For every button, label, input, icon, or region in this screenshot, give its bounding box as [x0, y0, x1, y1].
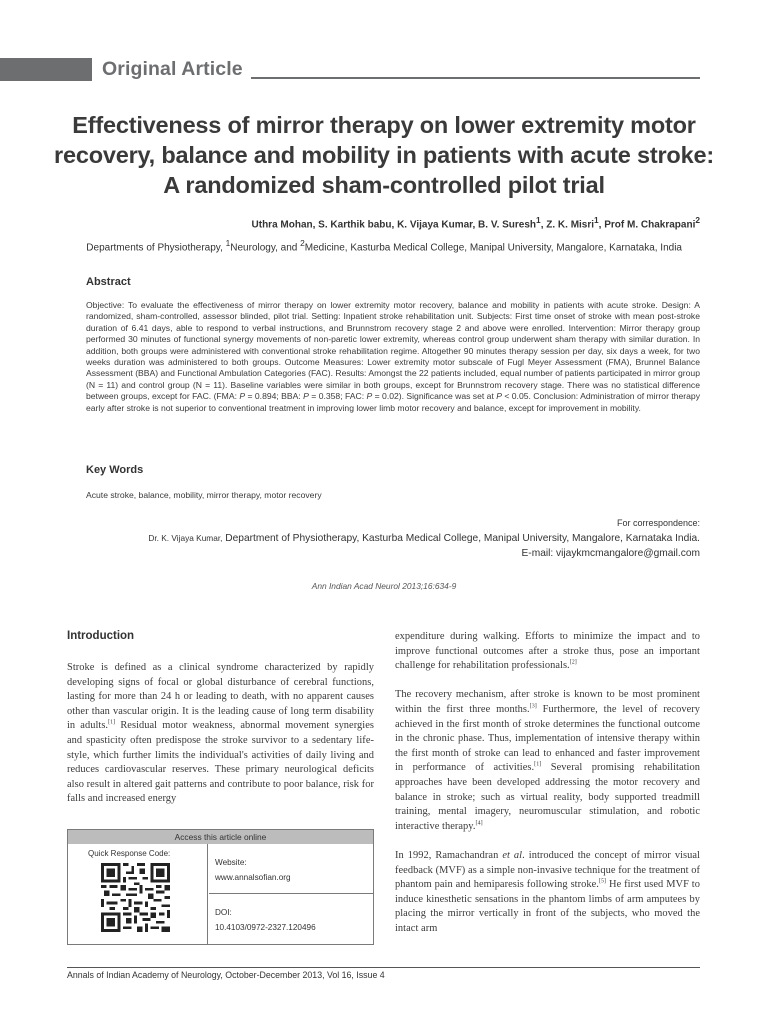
- qr-label: Quick Response Code:: [88, 849, 171, 858]
- affiliations: [42, 236, 682, 255]
- intro-p4-etal: et al: [502, 849, 523, 861]
- journal-footer: Annals of Indian Academy of Neurology, October-December 2013, Vol 16, Issue 4: [67, 970, 385, 980]
- intro-p1-text-a: Stroke is defined as a clinical syndrome characterized by rapidly developing signs of focal or global disturbance of cerebral functions, lasting for more than 24 h or leading to death, with no apparent causes other than vascular origin. It is the leading cause of long term disability in adults.: [67, 662, 374, 732]
- intro-p3-text-a: The recovery mechanism, after stroke is known to be most prominent within the first three months.: [395, 689, 700, 715]
- keywords-heading: Key Words: [86, 464, 144, 476]
- affil-sup-2: 2: [300, 238, 305, 248]
- ref-4[interactable]: [4]: [475, 820, 483, 827]
- correspondence-body: [60, 531, 700, 546]
- authors-sup-3: 2: [695, 215, 700, 225]
- abstract-text-4: = 0.02). Significance was set at: [372, 391, 497, 402]
- abstract-text-5: < 0.05. Conclusion: Administration of mirror therapy early after stroke is not superior to conventional treatment in improving lower limb motor recovery and balance, except for improvement in mobility.: [86, 391, 700, 413]
- intro-p2-text: expenditure during walking. Efforts to minimize the impact and to improve functional outcomes after a stroke thus, pose an important challenge for rehabilitation professionals.: [395, 631, 700, 672]
- authors-text-1: Uthra Mohan, S. Karthik babu, K. Vijaya Kumar, B. V. Suresh: [251, 219, 537, 231]
- header-rule: [251, 77, 700, 79]
- abstract-p-1: P: [239, 391, 246, 402]
- author-list: [40, 213, 700, 232]
- doi-label: DOI:: [215, 908, 232, 917]
- access-header: Access this article online: [68, 830, 373, 844]
- left-column: [67, 661, 374, 822]
- intro-p4-text-b: . introduced the concept of mirror visual feedback (MVF) as a simple non-invasive technique for the treatment of phantom pain and hemiparesis following stroke.: [395, 849, 700, 891]
- correspondence-email[interactable]: E-mail: vijaykmcmangalore@gmail.com: [521, 548, 700, 559]
- section-label: Original Article: [102, 58, 243, 80]
- correspondence-label: For correspondence:: [616, 518, 700, 528]
- right-column: [395, 630, 700, 951]
- footer-rule: [67, 967, 700, 968]
- intro-p4-text-a: In 1992, Ramachandran: [395, 849, 503, 861]
- qr-cell: [68, 844, 208, 945]
- intro-p4-text-c: He first used MVF to induce kinesthetic sensations in the phantom limbs of arm amputees by placing the mirror vertically in front of the subjects, who moved the intact arm: [395, 879, 700, 934]
- abstract-p-4: P: [496, 391, 502, 402]
- ref-1b[interactable]: [1]: [534, 761, 542, 768]
- correspondence-name: Dr. K. Vijaya Kumar,: [148, 533, 223, 543]
- abstract-heading: Abstract: [86, 276, 131, 288]
- ref-5[interactable]: [5]: [598, 878, 607, 885]
- doi-cell: [209, 895, 374, 945]
- affil-text-1: Departments of Physiotherapy,: [86, 242, 226, 254]
- abstract-p-2: P: [303, 391, 309, 402]
- authors-text-2: , Z. K. Misri: [540, 219, 595, 231]
- authors-text-3: , Prof M. Chakrapani: [598, 219, 696, 231]
- keywords-list: Acute stroke, balance, mobility, mirror therapy, motor recovery: [86, 490, 322, 500]
- journal-citation: Ann Indian Acad Neurol 2013;16:634-9: [311, 581, 457, 591]
- abstract-body: [86, 300, 700, 414]
- affil-text-3: Medicine, Kasturba Medical College, Manipal University, Mangalore, Karnataka, India: [304, 242, 682, 254]
- correspondence-affiliation: Department of Physiotherapy, Kasturba Medical College, Manipal University, Mangalore, Karnataka India.: [222, 533, 700, 544]
- intro-p3-text-b: Furthermore, the level of recovery achieved in the first month of stroke determines the functional outcome in the chronic phase. Thus, implementation of intensive therapy within the first month of stroke can lead to enhanced and faster improvement in performance of activities.: [395, 703, 700, 774]
- intro-p1-text-b: Residual motor weakness, abnormal movement synergies and spasticity often predispose the stroke survivor to a sedentary life-style, which further limits the individual's activities of daily living and reduces cardiovascular reserves. These primary neurological deficits also result in altered gait patterns and contribute to poor balance, risk for falls and increased energy: [67, 720, 374, 805]
- access-article-box: [67, 829, 374, 945]
- abstract-text-2: = 0.894; BBA:: [245, 391, 304, 402]
- affil-sup-1: 1: [225, 238, 231, 248]
- abstract-text-3: = 0.358; FAC:: [308, 391, 367, 402]
- intro-paragraph-1: [67, 661, 374, 807]
- intro-p3-text-c: Several promising rehabilitation approaches have been developed addressing the motor recovery and balance in stroke; such as virtual reality, body supported treadmill training, mental imagery, neuromuscular stimulation, and robotic interactive therapy.: [395, 762, 700, 832]
- abstract-text-1: Objective: To evaluate the effectiveness of mirror therapy on lower extremity motor recovery, balance and mobility in patients with acute stroke. Design: A randomized, sham-controlled, assessor blinded, pilot trial. Setting: Inpatient stroke rehabilitation unit. Subjects: First time onset of stroke with mean post-stroke duration of 6.41 days, able to respond to verbal instructions, and Brunnstrom recovery stage 2 and above were enrolled. Intervention: Mirror therapy group performed 30 minutes of functional synergy movements of non-paretic lower extremity, whereas control group underwent sham therapy with similar duration. In addition, both groups were administered with conventional stroke rehabilitation regime. Altogether 90 minutes therapy session per day, six days a week, for two weeks duration was administered to both groups. Outcome Measures: Lower extremity motor subscale of Fugl Meyer Assessment (FMA), Brunnel Balance Assessment (BBA) and Functional Ambulation Categories (FAC). Results: Amongst the 22 patients included, equal number of patients participated in mirror group (N = 11) and control group (N = 11). Baseline variables were similar in both groups, except for Brunnstrom recovery stage. There was no statistical difference between groups, except for FAC. (FMA:: [86, 300, 700, 402]
- intro-paragraph-2: [395, 630, 700, 674]
- website-link[interactable]: www.annalsofian.org: [215, 873, 291, 882]
- website-cell: [209, 844, 374, 894]
- intro-paragraph-4: [395, 849, 700, 937]
- article-title: Effectiveness of mirror therapy on lower extremity motor recovery, balance and mobility in patients with acute stroke: A randomized sham-controlled pilot trial: [54, 112, 714, 198]
- affil-text-2: Neurology, and: [230, 242, 301, 254]
- intro-paragraph-3: [395, 688, 700, 834]
- ref-1[interactable]: [1]: [108, 719, 116, 726]
- introduction-heading: Introduction: [67, 630, 135, 642]
- authors-sup-2: 1: [594, 215, 599, 225]
- qr-code-icon[interactable]: [101, 863, 170, 932]
- abstract-p-3: P: [366, 391, 373, 402]
- ref-3[interactable]: [3]: [529, 703, 537, 710]
- authors-sup-1: 1: [536, 215, 541, 225]
- website-label: Website:: [215, 858, 247, 867]
- doi-link[interactable]: 10.4103/0972-2327.120496: [215, 923, 316, 932]
- header-bar-block: [0, 58, 92, 81]
- ref-2[interactable]: [2]: [569, 659, 577, 666]
